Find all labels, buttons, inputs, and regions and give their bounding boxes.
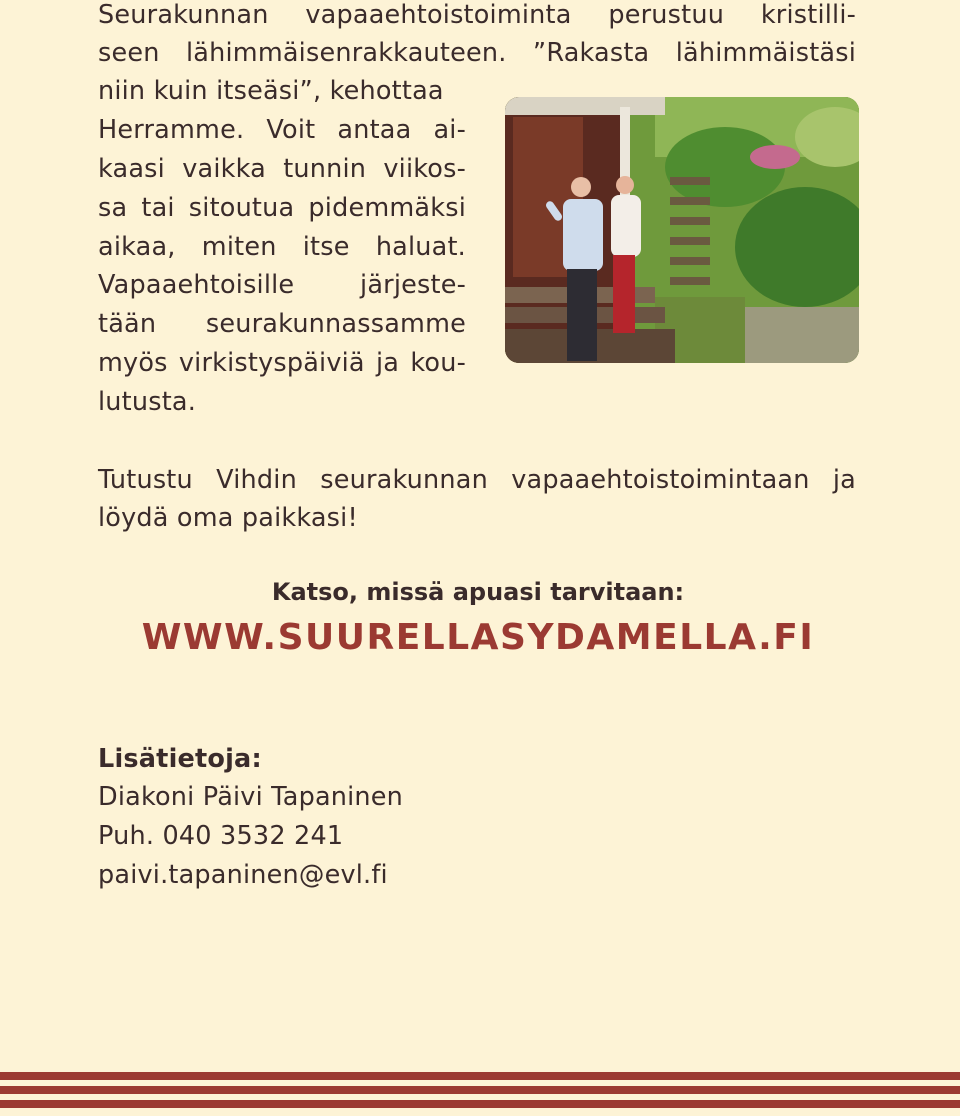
intro-line: myös virkistyspäiviä ja kou-: [98, 348, 466, 378]
intro-line: niin kuin itseäsi”, kehottaa: [98, 76, 444, 106]
intro-line: Vapaaehtoisille järjeste-: [98, 270, 466, 300]
stripe: [0, 1086, 960, 1094]
intro-line: Herramme. Voit antaa ai-: [98, 115, 466, 145]
intro-line: kaasi vaikka tunnin viikos-: [98, 154, 466, 184]
contact-email[interactable]: paivi.tapaninen@evl.fi: [98, 860, 388, 890]
invite-line: löydä oma paikkasi!: [98, 503, 358, 533]
website-link[interactable]: WWW.SUURELLASYDAMELLA.FI: [141, 617, 815, 658]
contact-phone: Puh. 040 3532 241: [98, 821, 344, 851]
intro-line: tään seurakunnassamme: [98, 309, 466, 339]
cta-heading: Katso, missä apuasi tarvitaan:: [271, 578, 685, 606]
contact-label: Lisätietoja:: [98, 744, 262, 774]
invite-line: Tutustu Vihdin seurakunnan vapaaehtoistoimintaan ja: [98, 465, 856, 495]
decorative-stripes: [0, 1072, 960, 1114]
intro-line: lutusta.: [98, 387, 197, 417]
intro-line: sa tai sitoutua pidemmäksi: [98, 193, 466, 223]
stripe: [0, 1072, 960, 1080]
volunteers-photo: [505, 97, 859, 363]
intro-line: seen lähimmäisenrakkauteen. ”Rakasta lähimmäistäsi: [98, 38, 856, 68]
intro-line: Seurakunnan vapaaehtoistoiminta perustuu kristilli-: [98, 0, 856, 30]
stripe: [0, 1100, 960, 1108]
contact-name: Diakoni Päivi Tapaninen: [98, 782, 404, 812]
intro-line: aikaa, miten itse haluat.: [98, 232, 466, 262]
